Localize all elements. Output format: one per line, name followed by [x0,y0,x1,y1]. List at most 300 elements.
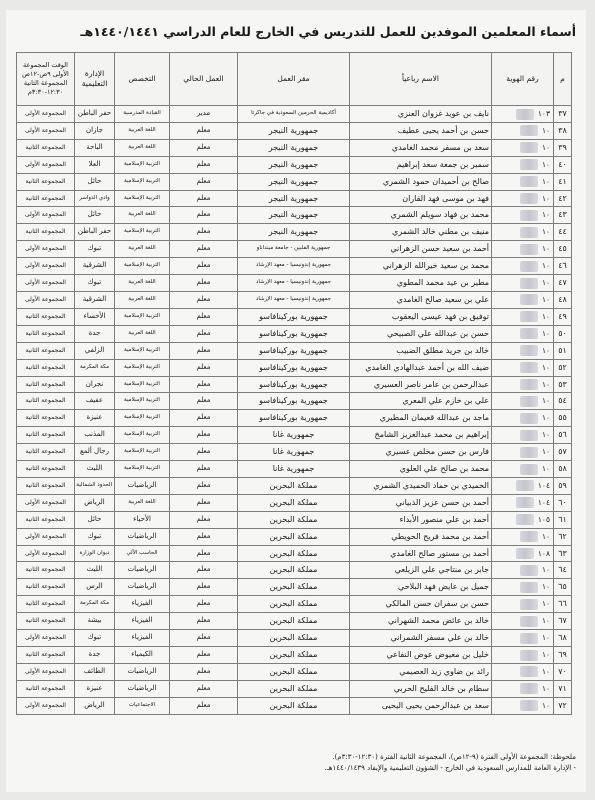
cell-name [350,139,492,156]
cell-admin-text: حائل [87,176,102,185]
cell-name-text: خليل بن معيوض عوض النفاعي [386,650,489,659]
cell-name [350,241,492,258]
cell-workplace [238,224,350,241]
cell-id [492,427,554,444]
cell-workplace [238,511,350,528]
redacted-id-blur [520,650,538,661]
cell-id-text: ١٠ [541,413,550,423]
cell-id-text: ١٠ [541,362,550,372]
cell-admin [75,376,115,393]
cell-admin [75,427,115,444]
redacted-id-blur [520,565,538,576]
cell-time [17,376,75,393]
table-row [17,545,572,562]
redacted-id-blur [520,176,538,187]
cell-id-text: ١٠ [541,311,550,321]
cell-current-job-text: معلم [196,514,211,523]
cell-admin-text: مكة المكرمة [79,600,110,607]
cell-id-text: ١٠ [541,700,550,710]
cell-name [350,342,492,359]
cell-admin-text: جدة [88,650,101,658]
cell-current-job-text: معلم [196,396,211,405]
cell-id-text: ١٠ [541,345,550,355]
cell-current-job [170,291,238,308]
cell-name-text: علي بن خازم علي المعري [402,396,489,406]
cell-admin-text: حفر الباطن [77,227,112,236]
cell-num-text: ٣٩ [558,142,567,152]
cell-id [492,308,554,325]
cell-current-job [170,106,238,123]
cell-id-text: ١٠ [541,650,550,659]
redacted-id-blur [520,294,538,305]
cell-workplace-text: جمهورية بوركينافاسو [259,328,328,338]
cell-id-text: ١٠ [541,582,550,592]
cell-num [554,680,572,697]
cell-time-text: المجموعة الأولى [25,701,66,709]
cell-specialty-text: الفيزياء [131,599,153,608]
cell-specialty [115,663,170,680]
cell-time [17,596,75,613]
cell-current-job [170,376,238,393]
cell-name [350,697,492,714]
cell-admin [75,528,115,545]
cell-admin [75,613,115,630]
cell-num-text: ٦٣ [558,548,567,558]
cell-current-job-text: معلم [196,176,211,185]
cell-name-text: حسن بن سفران حسن المالكي [385,599,489,609]
cell-id [492,697,554,714]
cell-specialty [115,545,170,562]
cell-workplace [238,697,350,714]
cell-num-text: ٥٨ [558,464,567,474]
cell-workplace [238,461,350,478]
cell-num [554,291,572,308]
cell-num [554,511,572,528]
cell-id [492,291,554,308]
cell-workplace-text: جمهورية النيجر [268,142,319,152]
cell-admin [75,207,115,224]
cell-workplace-text: جمهورية بوركينافاسو [259,362,328,372]
cell-workplace [238,275,350,292]
cell-id-text: ١٠ [541,464,550,474]
cell-current-job-text: معلم [196,244,211,253]
cell-id [492,342,554,359]
cell-name [350,562,492,579]
cell-num [554,342,572,359]
cell-current-job-text: معلم [196,480,211,489]
cell-num [554,258,572,275]
footnote-line: - الإدارة العامة للمدارس السعودية في الخارج - الشؤون التعليمية والإيفاد ١٤٤٠/١٤٣٩هـ. [324,764,576,772]
cell-specialty-text: اللغة العربية [128,245,156,252]
cell-admin-text: حفر الباطن [77,109,112,117]
cell-specialty-text: اللغة العربية [128,126,156,133]
cell-num [554,173,572,190]
cell-specialty-text: التربية الإسلامية [124,160,160,167]
cell-workplace-text: مملكة البحرين [269,582,318,592]
cell-name-text: منيف بن مطني خالد الشمري [392,227,489,237]
cell-id [492,461,554,478]
cell-time-text: المجموعة الثانية [25,600,66,608]
cell-specialty [115,528,170,545]
cell-current-job-text: مدير [196,109,211,117]
cell-time [17,359,75,376]
cell-name-text: سعد بن مسفر محمد الغامدي [391,142,489,152]
cell-workplace-text: جمهورية إندونيسيا - معهد الإرشاد [255,279,332,286]
header-current-job: العمل الحالي [170,53,238,106]
cell-num-text: ٦١ [558,514,567,524]
cell-current-job [170,156,238,173]
cell-workplace [238,444,350,461]
redacted-id-blur [520,582,538,593]
cell-name [350,427,492,444]
cell-num [554,545,572,562]
cell-workplace-text: جمهورية إندونيسيا - معهد الإرشاد [255,262,332,269]
cell-current-job [170,325,238,342]
cell-name-text: جميل بن عايض فهد البلاحي [398,582,489,592]
cell-time [17,207,75,224]
cell-num [554,663,572,680]
cell-workplace-text: جمهورية غانا [272,447,315,457]
redacted-id-blur [520,379,538,390]
cell-name-text: مطير بن عيد محمد المطوي [396,278,489,288]
cell-specialty-text: الرياضيات [127,565,157,574]
cell-specialty [115,190,170,207]
cell-time [17,647,75,664]
cell-name-text: محمد بن صالح علي العلوي [399,464,489,474]
cell-workplace-text: مملكة البحرين [269,683,318,693]
cell-specialty [115,613,170,630]
cell-specialty-text: التربية الإسلامية [124,228,160,235]
cell-workplace [238,139,350,156]
cell-num [554,207,572,224]
cell-num-text: ٤٣ [558,210,567,220]
cell-specialty [115,122,170,139]
redacted-id-blur [520,683,538,694]
cell-num-text: ٤٢ [558,193,567,203]
redacted-id-blur [516,480,534,491]
cell-workplace [238,106,350,123]
cell-id-text: ١٠ [541,430,550,440]
cell-id [492,528,554,545]
cell-id [492,173,554,190]
cell-time-text: المجموعة الأولى [25,110,66,117]
cell-num-text: ٤٨ [558,294,567,304]
cell-name-text: سطام بن خالد الفليح الحربي [393,683,489,693]
cell-num-text: ٥٢ [558,362,567,372]
cell-specialty-text: الحاسب الآلي [126,549,158,556]
cell-num [554,461,572,478]
cell-current-job [170,613,238,630]
cell-id-text: ١٠ [541,244,550,254]
cell-num [554,444,572,461]
cell-time [17,224,75,241]
cell-id [492,224,554,241]
cell-workplace-text: مملكة البحرين [269,480,318,490]
header-name: الاسم رباعياً [350,53,492,106]
cell-current-job [170,444,238,461]
cell-time [17,275,75,292]
cell-current-job-text: معلم [196,311,211,320]
document-title: أسماء المعلمين الموفدين للعمل للتدريس في الخارج للعام الدراسي ١٤٤٠/١٤٤١هـ [80,24,576,39]
cell-id-text: ١٠ [541,565,550,575]
table-row [17,613,572,630]
cell-workplace-text: مملكة البحرين [269,565,318,575]
cell-id [492,511,554,528]
cell-id-text: ١٠٥ [537,514,550,524]
redacted-id-blur [520,413,538,424]
cell-specialty [115,477,170,494]
cell-workplace [238,241,350,258]
cell-id [492,207,554,224]
cell-num-text: ٧٢ [558,700,567,710]
cell-time [17,190,75,207]
cell-time-text: المجموعة الأولى [25,279,66,287]
cell-admin [75,359,115,376]
cell-name-text: أحمد بن حسن عزيز الذبياني [395,497,489,507]
cell-specialty-text: التربية الإسلامية [124,177,160,184]
cell-num [554,122,572,139]
cell-specialty-text: الأحياء [133,514,151,523]
cell-current-job-text: معلم [196,464,211,473]
cell-specialty-text: الكيمياء [131,650,153,658]
cell-workplace-text: مملكة البحرين [269,497,318,507]
table-row [17,647,572,664]
cell-current-job [170,663,238,680]
cell-specialty-text: التربية الإسلامية [124,448,160,455]
cell-workplace-text: جمهورية الفلبين - جامعة مينداناو [256,245,331,252]
cell-num [554,156,572,173]
redacted-id-blur [520,311,538,322]
cell-name-text: محمد بن سعيد خيرالله الزهراني [382,261,489,271]
table-row [17,291,572,308]
cell-specialty-text: الرياضيات [127,480,157,489]
cell-current-job-text: معلم [196,125,211,134]
cell-num-text: ٤٠ [558,159,567,169]
cell-name [350,393,492,410]
cell-name [350,308,492,325]
cell-time-text: المجموعة الثانية [25,515,66,523]
cell-specialty-text: التربية الإسلامية [124,431,160,438]
cell-admin-text: مكة المكرمة [79,363,110,370]
cell-name [350,359,492,376]
cell-num [554,477,572,494]
cell-time [17,241,75,258]
cell-name-text: نايف بن عويد غزوان العنزي [397,109,489,118]
cell-workplace-text: مملكة البحرين [269,666,318,676]
cell-id [492,106,554,123]
cell-workplace [238,122,350,139]
cell-time-text: المجموعة الأولى [25,532,66,540]
cell-id-text: ١٠ [541,159,550,169]
cell-specialty [115,697,170,714]
cell-id [492,325,554,342]
cell-num-text: ٣٧ [558,109,567,118]
redacted-id-blur [520,666,538,677]
cell-workplace-text: مملكة البحرين [269,514,318,524]
cell-num-text: ٦٩ [558,650,567,659]
cell-name [350,444,492,461]
cell-current-job-text: معلم [196,210,211,219]
table-row [17,494,572,511]
cell-id-text: ١٠ [541,176,550,186]
cell-id-text: ١٠ [541,210,550,220]
cell-time-text: المجموعة الثانية [25,346,66,354]
cell-time [17,630,75,647]
table-row [17,122,572,139]
cell-num-text: ٦٢ [558,531,567,541]
cell-specialty [115,241,170,258]
cell-current-job-text: معلم [196,413,211,422]
cell-name-text: إبراهيم بن محمد عبدالعزيز الشامخ [374,430,489,440]
cell-admin-text: رجال ألمع [79,447,109,456]
cell-name [350,207,492,224]
cell-specialty-text: اللغة العربية [128,211,156,218]
cell-id [492,359,554,376]
cell-id [492,579,554,596]
cell-num-text: ٣٨ [558,125,567,135]
cell-time [17,477,75,494]
cell-id-text: ١٠ [541,125,550,135]
cell-current-job-text: معلم [196,278,211,287]
cell-current-job-text: معلم [196,227,211,236]
redacted-id-blur [520,430,538,441]
cell-workplace [238,393,350,410]
cell-num [554,630,572,647]
cell-admin-text: تبوك [87,244,102,253]
cell-workplace-text: مملكة البحرين [269,616,318,626]
cell-current-job [170,511,238,528]
table-row [17,275,572,292]
cell-workplace-text: مملكة البحرين [269,633,318,643]
cell-time [17,156,75,173]
cell-time-text: المجموعة الثانية [25,380,66,388]
cell-time [17,562,75,579]
cell-workplace [238,630,350,647]
cell-num [554,308,572,325]
cell-admin-text: حائل [87,514,102,523]
cell-num-text: ٤٧ [558,278,567,288]
cell-id [492,663,554,680]
cell-id [492,630,554,647]
cell-specialty-text: التربية الإسلامية [124,363,160,370]
cell-specialty-text: التربية الإسلامية [124,397,160,404]
cell-name-text: جابر بن منتاجي علي الزيلعي [394,565,489,575]
cell-name-text: صالح بن أحميدان حمود الشمري [382,176,489,186]
cell-name [350,494,492,511]
redacted-id-blur [520,261,538,272]
cell-admin-text: الزلفي [84,345,105,354]
cell-id-text: ١٠ [541,379,550,389]
redacted-id-blur [520,278,538,289]
cell-id-text: ١٠٨ [537,548,550,558]
cell-current-job-text: معلم [196,328,211,337]
cell-current-job-text: معلم [196,430,211,439]
table-row [17,241,572,258]
cell-num-text: ٥٥ [558,413,567,423]
cell-name-text: أحمد بن محمد فريح الحويطي [391,531,489,541]
cell-time [17,697,75,714]
cell-num-text: ٧٠ [558,666,567,676]
cell-admin [75,410,115,427]
cell-specialty-text: الفيزياء [131,633,153,642]
cell-id-text: ١٠ [541,616,550,626]
cell-time-text: المجموعة الثانية [25,448,66,456]
cell-name [350,630,492,647]
cell-name [350,190,492,207]
cell-name-text: سمير بن جمعة سعد إبراهيم [396,159,489,169]
cell-current-job [170,275,238,292]
cell-workplace [238,528,350,545]
cell-current-job [170,207,238,224]
cell-name-text: سعد بن عبدالرحمن يحيى اليحيى [381,700,489,710]
cell-specialty-text: اللغة العربية [128,498,156,505]
cell-name-text: علي بن سعيد صالح الغامدي [396,294,489,304]
redacted-id-blur [520,159,538,170]
cell-specialty [115,173,170,190]
cell-time [17,494,75,511]
cell-workplace-text: مملكة البحرين [269,650,318,659]
cell-admin [75,663,115,680]
cell-name-text: محمد بن فهاد سويلم الشمري [390,210,489,220]
cell-time-text: المجموعة الثانية [25,465,66,473]
cell-admin-text: بيشة [87,616,102,625]
cell-specialty-text: التربية الإسلامية [124,346,160,353]
cell-id [492,410,554,427]
cell-admin-text: الليث [86,464,103,473]
cell-admin [75,275,115,292]
cell-current-job-text: معلم [196,193,211,202]
cell-current-job [170,427,238,444]
redacted-id-blur [520,244,538,255]
table-row [17,444,572,461]
cell-specialty-text: التربية الإسلامية [124,414,160,421]
cell-current-job-text: معلم [196,362,211,371]
cell-time-text: المجموعة الأولى [25,126,66,134]
header-specialty: التخصص [115,53,170,106]
cell-current-job [170,596,238,613]
cell-current-job-text: معلم [196,294,211,303]
cell-specialty-text: الرياضيات [127,582,157,591]
cell-id [492,139,554,156]
cell-num [554,190,572,207]
cell-current-job [170,342,238,359]
cell-admin [75,173,115,190]
table-row [17,461,572,478]
document-sheet [6,10,586,792]
redacted-id-blur [520,700,538,711]
cell-current-job [170,393,238,410]
cell-current-job [170,579,238,596]
cell-name [350,613,492,630]
cell-time-text: المجموعة الثانية [25,143,66,151]
cell-time-text: المجموعة الأولى [25,295,66,303]
cell-specialty-text: الرياضيات [127,531,157,540]
table-row [17,393,572,410]
cell-admin-text: جدة [88,328,101,337]
cell-current-job [170,494,238,511]
cell-admin [75,461,115,478]
cell-num-text: ٥٦ [558,430,567,440]
cell-num-text: ٥١ [558,345,567,355]
cell-id-text: ١٠ [541,278,550,288]
redacted-id-blur [516,109,534,120]
redacted-id-blur [520,210,538,221]
cell-num-text: ٥٠ [558,328,567,338]
cell-current-job-text: معلم [196,142,211,151]
cell-workplace-text: جمهورية النيجر [268,227,319,237]
cell-workplace [238,258,350,275]
cell-name [350,275,492,292]
